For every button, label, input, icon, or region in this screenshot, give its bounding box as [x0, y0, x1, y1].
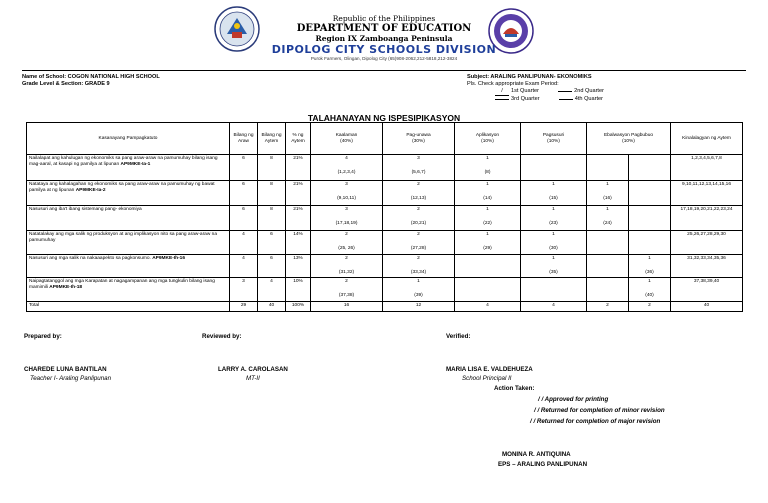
evaluation-cell: 1 (24) — [587, 206, 629, 231]
application-cell — [455, 278, 521, 302]
competency-cell: Nasusuri ang iba't ibang sistemang pang- ekonomiya — [27, 206, 230, 231]
percent-cell: 21% — [286, 155, 311, 181]
items-cell: 4 — [258, 278, 286, 302]
subject-text: Subject: ARALING PANLIPUNAN- EKONOMIKS — [467, 74, 592, 80]
application-cell: 1 (29) — [455, 231, 521, 255]
placement-cell: 31,32,33,34,35,36 — [671, 255, 743, 278]
competency-cell: Naipagtatanggol ang mga Karapatan at nagagampanan ang mga tungkulin bilang isang mamimili AP9MKE-Ih-18 — [27, 278, 230, 302]
action-approved[interactable]: / / Approved for printing — [538, 396, 609, 403]
days-cell: 6 — [230, 181, 258, 206]
competency-cell: Nailalapat ang kahulugan ng ekonomiks sa pang araw-araw na pamumuhay bilang isang mag-aaral, at kasapi ng pamilya at lipunan AP9MKE-Ia-1 — [27, 155, 230, 181]
q4-check[interactable] — [559, 99, 573, 100]
total-p-cell: 12 — [383, 302, 455, 312]
prepared-label: Prepared by: — [24, 333, 62, 340]
letterhead — [0, 14, 768, 62]
table-row — [27, 206, 743, 231]
analysis-cell — [521, 155, 587, 181]
percent-cell: 14% — [286, 231, 311, 255]
evaluation-cell — [587, 278, 629, 302]
action-minor-revision[interactable]: / / Returned for completion of minor revision — [534, 407, 665, 414]
table-row — [27, 255, 743, 278]
grade-level: Grade Level & Section: GRADE 9 — [22, 81, 110, 87]
header-analysis: Pagsusuri (10%) — [521, 123, 587, 155]
synthesis-cell: 1 (36) — [629, 255, 671, 278]
q3-check[interactable] — [495, 99, 509, 100]
application-cell: 1 (8) — [455, 155, 521, 181]
eps-title: EPS – ARALING PANLIPUNAN — [498, 461, 588, 468]
header-placement: Kinalalagyan ng Aytem — [671, 123, 743, 155]
specification-table — [26, 122, 743, 312]
competency-cell: Natataya ang kahalagahan ng ekonomiks sa pang araw-araw na pamumuhay ng bawat pamilya at ng lipunan AP9MKE-Ia-2 — [27, 181, 230, 206]
items-cell: 8 — [258, 206, 286, 231]
synthesis-cell — [629, 206, 671, 231]
application-cell: 1 (14) — [455, 181, 521, 206]
placement-cell: 17,18,19,20,21,22,23,24 — [671, 206, 743, 231]
school-info — [22, 74, 160, 88]
exam-info — [467, 74, 667, 103]
eps-name: MONINA R. ANTIQUINA — [502, 451, 571, 458]
verified-label: Verified: — [446, 333, 471, 340]
placement-cell: 25,26,27,28,29,30 — [671, 231, 743, 255]
total-pct-cell: 100% — [286, 302, 311, 312]
q2-label: 2nd Quarter — [574, 88, 604, 94]
days-cell: 3 — [230, 278, 258, 302]
header-percent: % ng Aytem — [286, 123, 311, 155]
total-k-cell: 16 — [311, 302, 383, 312]
total-days-cell: 29 — [230, 302, 258, 312]
evaluation-cell — [587, 231, 629, 255]
q1-label: 1st Quarter — [511, 88, 539, 94]
address-text: Purok Farmers, Olingan, Dipolog City (65)908-2062,212-5818,212-3824 — [310, 56, 458, 61]
analysis-cell: 1 (35) — [521, 255, 587, 278]
evaluation-cell — [587, 155, 629, 181]
header-application: Aplikasyon (10%) — [455, 123, 521, 155]
days-cell: 6 — [230, 155, 258, 181]
total-row — [27, 302, 743, 312]
republic-text: Republic of the Philippines — [332, 14, 436, 23]
knowledge-cell: 2 (31,32) — [311, 255, 383, 278]
items-cell: 8 — [258, 181, 286, 206]
q3-label: 3rd Quarter — [511, 96, 540, 102]
verified-title: School Principal II — [462, 375, 512, 382]
process-cell: 1 (39) — [383, 278, 455, 302]
verified-name: MARIA LISA E. VALDEHUEZA — [446, 366, 533, 373]
action-major-revision[interactable]: / / Returned for completion of major revision — [530, 418, 661, 425]
knowledge-cell: 2 (37,38) — [311, 278, 383, 302]
application-cell — [455, 255, 521, 278]
competency-cell: Natatalakay ang mga salik ng produksyon at ang implikasyon nito sa pang araw-araw na pamumuhay — [27, 231, 230, 255]
knowledge-cell: 4 (1,2,3,4) — [311, 155, 383, 181]
q1-check[interactable]: / — [495, 88, 509, 96]
table-header-row — [27, 123, 743, 155]
reviewed-label: Reviewed by: — [202, 333, 242, 340]
header-competency: Kasanayang Pampagkatuto — [27, 123, 230, 155]
synthesis-cell — [629, 155, 671, 181]
percent-cell: 10% — [286, 278, 311, 302]
table-row — [27, 278, 743, 302]
analysis-cell: 1 (30) — [521, 231, 587, 255]
percent-cell: 13% — [286, 255, 311, 278]
prepared-name: CHAREDE LUNA BANTILAN — [24, 366, 107, 373]
synthesis-cell — [629, 181, 671, 206]
application-cell: 1 (22) — [455, 206, 521, 231]
analysis-cell: 1 (23) — [521, 206, 587, 231]
days-cell: 4 — [230, 255, 258, 278]
department-text: DEPARTMENT OF EDUCATION — [296, 23, 472, 34]
items-cell: 6 — [258, 231, 286, 255]
table-row — [27, 231, 743, 255]
analysis-cell — [521, 278, 587, 302]
placement-cell: 9,10,11,12,13,14,15,16 — [671, 181, 743, 206]
header-process: Pag-unawa (30%) — [383, 123, 455, 155]
placement-cell: 1,2,3,4,5,6,7,8 — [671, 155, 743, 181]
knowledge-cell: 2 (25, 26) — [311, 231, 383, 255]
action-label: Action Taken: — [494, 385, 535, 392]
q2-check[interactable] — [558, 91, 572, 92]
percent-cell: 21% — [286, 206, 311, 231]
table-row — [27, 155, 743, 181]
placement-cell: 37,38,39,40 — [671, 278, 743, 302]
process-cell: 3 (5,6,7) — [383, 155, 455, 181]
header-knowledge: Kaalaman (40%) — [311, 123, 383, 155]
total-place-cell: 40 — [671, 302, 743, 312]
school-name: Name of School: COGON NATIONAL HIGH SCHOOL — [22, 74, 160, 80]
document-title: TALAHANAYAN NG ISPESIPIKASYON — [307, 113, 461, 123]
division-text: DIPOLOG CITY SCHOOLS DIVISION — [271, 43, 497, 56]
percent-cell: 21% — [286, 181, 311, 206]
process-cell: 2 (33,34) — [383, 255, 455, 278]
knowledge-cell: 3 (17,18,19) — [311, 206, 383, 231]
region-text: Region IX Zamboanga Peninsula — [315, 34, 453, 43]
days-cell: 4 — [230, 231, 258, 255]
total-s-cell: 2 — [629, 302, 671, 312]
exam-period-text: Pls. Check appropriate Exam Period: — [467, 81, 559, 87]
total-e-cell: 2 — [587, 302, 629, 312]
total-items-cell: 40 — [258, 302, 286, 312]
evaluation-cell: 1 (16) — [587, 181, 629, 206]
process-cell: 2 (27,28) — [383, 231, 455, 255]
items-cell: 8 — [258, 155, 286, 181]
q4-label: 4th Quarter — [574, 96, 604, 102]
total-a-cell: 4 — [455, 302, 521, 312]
competency-cell: Nasusuri ang mga salik na nakaaapekto sa pagkonsumo. AP9MKE-Ih-16 — [27, 255, 230, 278]
header-days: Bilang ng Araw — [230, 123, 258, 155]
days-cell: 6 — [230, 206, 258, 231]
total-label: Total — [27, 302, 230, 312]
total-an-cell: 4 — [521, 302, 587, 312]
reviewed-name: LARRY A. CAROLASAN — [218, 366, 288, 373]
synthesis-cell — [629, 231, 671, 255]
header-items: Bilang ng Aytem — [258, 123, 286, 155]
knowledge-cell: 3 (9,10,11) — [311, 181, 383, 206]
items-cell: 6 — [258, 255, 286, 278]
header-evaluation: Ebalwasyon Pagbubuo (10%) — [587, 123, 671, 155]
evaluation-cell — [587, 255, 629, 278]
process-cell: 2 (20,21) — [383, 206, 455, 231]
synthesis-cell: 1 (40) — [629, 278, 671, 302]
reviewed-title: MT-II — [246, 375, 260, 382]
header-divider — [22, 70, 746, 71]
prepared-title: Teacher I- Araling Panlipunan — [30, 375, 112, 382]
analysis-cell: 1 (15) — [521, 181, 587, 206]
process-cell: 2 (12,13) — [383, 181, 455, 206]
table-row — [27, 181, 743, 206]
